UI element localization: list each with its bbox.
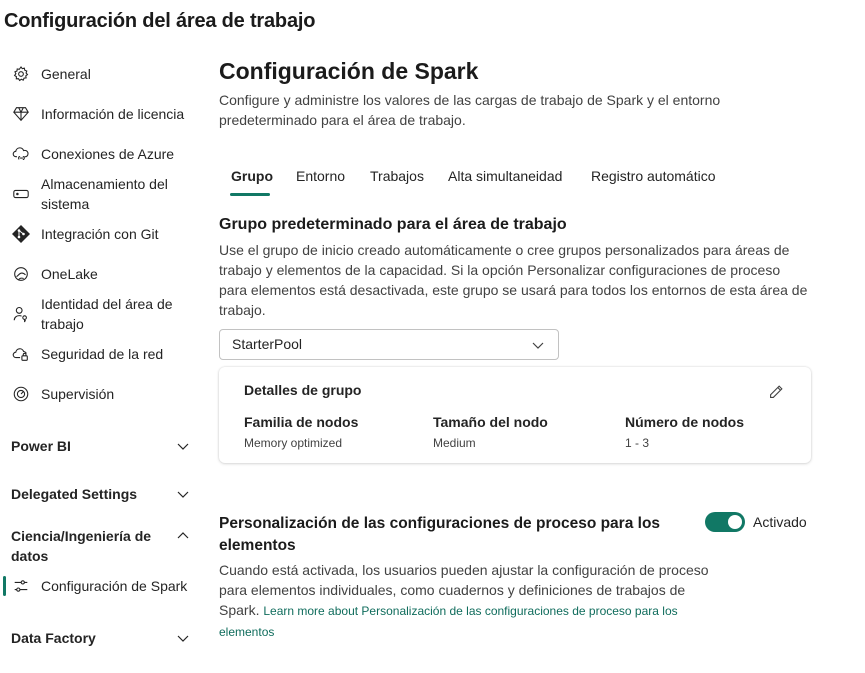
pool-dropdown-value: StarterPool bbox=[232, 336, 303, 352]
main-title: Configuración de Spark bbox=[219, 58, 479, 84]
section-data-science[interactable] bbox=[11, 526, 161, 566]
node-count-value: 1 - 3 bbox=[625, 436, 650, 450]
tab-alta-simultaneidad[interactable]: Alta simultaneidad bbox=[448, 168, 563, 184]
sidebar-item-label: Configuración de Spark bbox=[41, 578, 188, 594]
onelake-icon bbox=[11, 264, 31, 284]
git-icon bbox=[11, 224, 31, 244]
sidebar-item-label: Identidad del área de trabajo bbox=[41, 296, 173, 332]
pool-section-description: Use el grupo de inicio creado automáticamente o cree grupos personalizados para áreas de trabajo y elementos de la capacidad. Si la opción Personalizar configuraciones de proceso para elementos está desactivada, este grupo se usará para todos los entornos de esta área de trabajo. bbox=[219, 242, 808, 318]
gear-icon bbox=[11, 64, 31, 84]
tab-entorno[interactable]: Entorno bbox=[296, 168, 346, 184]
node-count-header: Número de nodos bbox=[625, 414, 745, 430]
customize-toggle-label: Activado bbox=[753, 514, 807, 530]
identity-icon bbox=[11, 304, 31, 324]
cloud-link-icon bbox=[11, 144, 31, 164]
gauge-icon bbox=[11, 384, 31, 404]
sidebar-item-label: Información de licencia bbox=[41, 106, 185, 122]
section-delegated-settings[interactable] bbox=[11, 484, 193, 504]
active-indicator bbox=[3, 576, 6, 596]
node-size-value: Medium bbox=[433, 436, 476, 450]
chevron-up-icon[interactable] bbox=[175, 528, 191, 544]
sidebar-item-label: Almacenamiento del sistema bbox=[41, 176, 168, 212]
chevron-down-icon bbox=[530, 337, 546, 353]
sidebar-item-label: OneLake bbox=[41, 266, 98, 282]
sidebar-item-label: Seguridad de la red bbox=[41, 346, 164, 362]
pool-details-title: Detalles de grupo bbox=[244, 382, 362, 398]
node-family-value: Memory optimized bbox=[244, 436, 343, 450]
sliders-icon bbox=[11, 576, 31, 596]
page-title: Configuración del área de trabajo bbox=[4, 10, 316, 32]
sidebar-item-label: Supervisión bbox=[41, 386, 115, 402]
tab-active-indicator bbox=[230, 193, 270, 196]
tab-registro-automatico[interactable]: Registro automático bbox=[591, 168, 716, 184]
chevron-down-icon bbox=[175, 630, 191, 646]
tab-trabajos[interactable]: Trabajos bbox=[370, 168, 424, 184]
diamond-icon bbox=[11, 104, 31, 124]
section-label: Power BI bbox=[11, 438, 71, 454]
node-family-header: Familia de nodos bbox=[244, 414, 359, 430]
section-data-factory[interactable] bbox=[11, 628, 193, 648]
sidebar-item-label: Conexiones de Azure bbox=[41, 146, 175, 162]
customize-description-text: Cuando está activada, los usuarios pueden ajustar la configuración de proceso para elementos individuales, como cuadernos y definiciones de trabajos de Spark. bbox=[219, 562, 709, 618]
learn-more-link[interactable]: Learn more about Personalización de las configuraciones de proceso para los elementos bbox=[219, 604, 678, 639]
pool-dropdown[interactable] bbox=[219, 329, 559, 360]
section-label: Ciencia/Ingeniería de datos bbox=[11, 528, 152, 564]
section-label: Data Factory bbox=[11, 630, 96, 646]
main-description: Configure y administre los valores de las cargas de trabajo de Spark y el entorno predeterminado para el área de trabajo. bbox=[219, 92, 721, 128]
cloud-lock-icon bbox=[11, 344, 31, 364]
section-power-bi[interactable] bbox=[11, 436, 193, 456]
sidebar-item-label: General bbox=[41, 66, 91, 82]
customize-section-description bbox=[219, 560, 714, 642]
chevron-down-icon bbox=[175, 486, 191, 502]
tab-grupo[interactable]: Grupo bbox=[231, 168, 273, 184]
pool-section-title: Grupo predeterminado para el área de trabajo bbox=[219, 216, 567, 233]
customize-toggle[interactable] bbox=[705, 512, 745, 532]
node-size-header: Tamaño del nodo bbox=[433, 414, 548, 430]
customize-section-title: Personalización de las configuraciones de proceso para los elementos bbox=[219, 515, 661, 554]
chevron-down-icon bbox=[175, 438, 191, 454]
edit-pencil-icon[interactable] bbox=[767, 383, 785, 401]
sidebar-item-label: Integración con Git bbox=[41, 226, 159, 242]
section-label: Delegated Settings bbox=[11, 486, 138, 502]
pool-details-card bbox=[219, 367, 811, 463]
storage-icon bbox=[11, 184, 31, 204]
toggle-knob bbox=[728, 515, 742, 529]
